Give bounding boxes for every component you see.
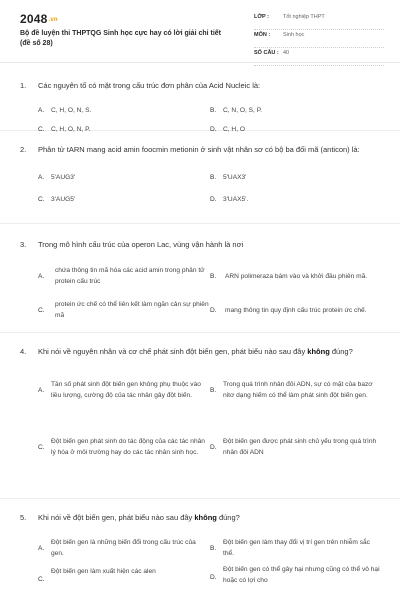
meta-value: Tốt nghiệp THPT (283, 14, 325, 20)
question-number: 3. (20, 240, 27, 249)
option-text: 5'AUG3' (51, 173, 76, 181)
option-key: D. (210, 574, 217, 581)
option-d[interactable] (210, 564, 382, 592)
document-header (0, 0, 400, 63)
site-logo[interactable] (20, 12, 58, 26)
question-emphasis: không (307, 347, 330, 356)
question-text: Trong mô hình cấu trúc của operon Lac, vùng vận hành là nơi (38, 240, 244, 249)
option-text: 3'AUG5' (51, 195, 76, 203)
options-grid (0, 164, 400, 208)
option-text: chứa thông tin mã hóa các acid amin trong phân tử protein cấu trúc (55, 267, 205, 285)
meta-row-subject (254, 32, 384, 48)
option-c[interactable] (38, 564, 210, 594)
option-text: C, H, O, N, P. (51, 126, 91, 133)
exam-meta (254, 14, 384, 68)
option-text: mang thông tin quy định cấu trúc protein ức chế. (225, 306, 367, 314)
option-c[interactable] (38, 190, 210, 208)
option-b[interactable] (210, 164, 382, 190)
option-text: Đột biến gen có thể gây hại nhưng cũng có thể vô hại hoặc có lợi cho (223, 566, 380, 584)
option-a[interactable] (38, 164, 210, 190)
question-number: 2. (20, 145, 27, 154)
option-c[interactable] (38, 293, 210, 327)
question-2 (0, 131, 400, 224)
option-a[interactable] (38, 532, 210, 564)
option-key: B. (210, 544, 217, 552)
question-number: 1. (20, 81, 27, 90)
question-stem (0, 62, 400, 92)
logo-text: 2048 (20, 12, 48, 26)
option-text: 5'UAX3' (223, 173, 247, 181)
question-stem (0, 131, 400, 156)
option-text: protein ức chế có thể liên kết làm ngăn cản sự phiên mã (55, 301, 209, 319)
option-key: D. (210, 126, 217, 133)
option-text: 3'UAX5'. (223, 195, 249, 203)
meta-key: LỚP : (254, 14, 269, 20)
question-4 (0, 333, 400, 499)
option-text: Trong quá trình nhân đôi ADN, sự có mặt của bazơ nitơ dạng hiếm có thể làm phát sinh đột biến gen. (223, 381, 373, 399)
option-text: ARN polimeraza bám vào và khởi đầu phiên mã. (225, 272, 368, 280)
option-key: D. (210, 443, 217, 451)
option-text: C, H, O, N, S. (51, 107, 92, 114)
question-text-end: đúng? (216, 513, 240, 522)
option-text: Đột biến gen phát sinh do tác động của các tác nhân lý hóa ở môi trường hay do các tác nhân sinh học. (51, 438, 205, 456)
option-key: D. (210, 195, 217, 203)
question-number: 5. (20, 513, 27, 522)
option-key: C. (38, 443, 45, 451)
option-key: A. (38, 272, 45, 280)
option-key: C. (38, 195, 45, 203)
question-text: Khi nói về nguyên nhân và cơ chế phát sinh đột biến gen, phát biểu nào sau đây (38, 347, 308, 356)
option-a[interactable] (38, 259, 210, 293)
option-key: B. (210, 386, 217, 394)
option-text: Đột biến gen làm xuất hiện các alen (51, 568, 156, 575)
question-list (0, 62, 400, 600)
option-text: C, N, O, S, P. (223, 107, 263, 114)
option-c[interactable] (38, 416, 210, 478)
option-a[interactable] (38, 101, 210, 120)
option-text: Đột biến gen làm thay đổi vị trí gen trên nhiễm sắc thể. (223, 539, 370, 557)
question-number: 4. (20, 347, 27, 356)
option-key: A. (38, 173, 45, 181)
option-d[interactable] (210, 190, 382, 208)
option-b[interactable] (210, 364, 382, 416)
option-d[interactable] (210, 416, 382, 478)
meta-key: SỐ CÂU : (254, 50, 279, 56)
option-key: B. (210, 173, 217, 181)
option-key: A. (38, 107, 45, 114)
meta-value: 40 (283, 50, 290, 56)
option-text: Đột biến gen được phát sinh chủ yếu trong quá trình nhân đôi ADN (223, 438, 377, 456)
options-grid (0, 259, 400, 327)
question-text: Các nguyên tố có mặt trong cấu trúc đơn phân của Acid Nucleic là: (38, 81, 261, 90)
option-key: C. (38, 306, 45, 314)
option-key: C. (38, 576, 45, 583)
option-key: D. (210, 306, 217, 314)
option-a[interactable] (38, 364, 210, 416)
option-key: B. (210, 107, 217, 114)
meta-key: MÔN : (254, 32, 271, 38)
question-3 (0, 224, 400, 333)
option-key: C. (38, 126, 45, 133)
question-1 (0, 62, 400, 131)
question-emphasis: không (194, 513, 217, 522)
question-5 (0, 499, 400, 600)
option-key: A. (38, 544, 45, 552)
option-text: C, H, O (223, 126, 245, 133)
option-b[interactable] (210, 532, 382, 564)
option-text: Đột biến gen là những biến đổi trong cấu trúc của gen. (51, 539, 196, 557)
option-key: B. (210, 272, 217, 280)
option-d[interactable] (210, 293, 382, 327)
meta-row-class (254, 14, 384, 30)
question-text-end: đúng? (329, 347, 353, 356)
options-grid (0, 532, 400, 594)
meta-value: Sinh học (283, 32, 305, 38)
question-stem (0, 499, 400, 524)
question-text: Khi nói về đột biến gen, phát biểu nào sau đây (38, 513, 195, 522)
option-key: A. (38, 386, 45, 394)
question-stem (0, 333, 400, 358)
question-text: Phân tử tARN mang acid amin foocmin metionin ở sinh vật nhân sơ có bộ ba đối mã (anticon) là: (38, 145, 360, 154)
option-b[interactable] (210, 101, 382, 120)
options-grid (0, 364, 400, 478)
document-title: Bộ đề luyện thi THPTQG Sinh học cực hay có lời giải chi tiết (đề số 28) (20, 30, 222, 47)
logo-suffix: .vn (48, 17, 58, 23)
option-b[interactable] (210, 259, 382, 293)
question-stem (0, 224, 400, 251)
option-text: Tần số phát sinh đột biến gen không phụ thuộc vào liều lượng, cường độ của tác nhân gây đột biến. (51, 381, 201, 399)
